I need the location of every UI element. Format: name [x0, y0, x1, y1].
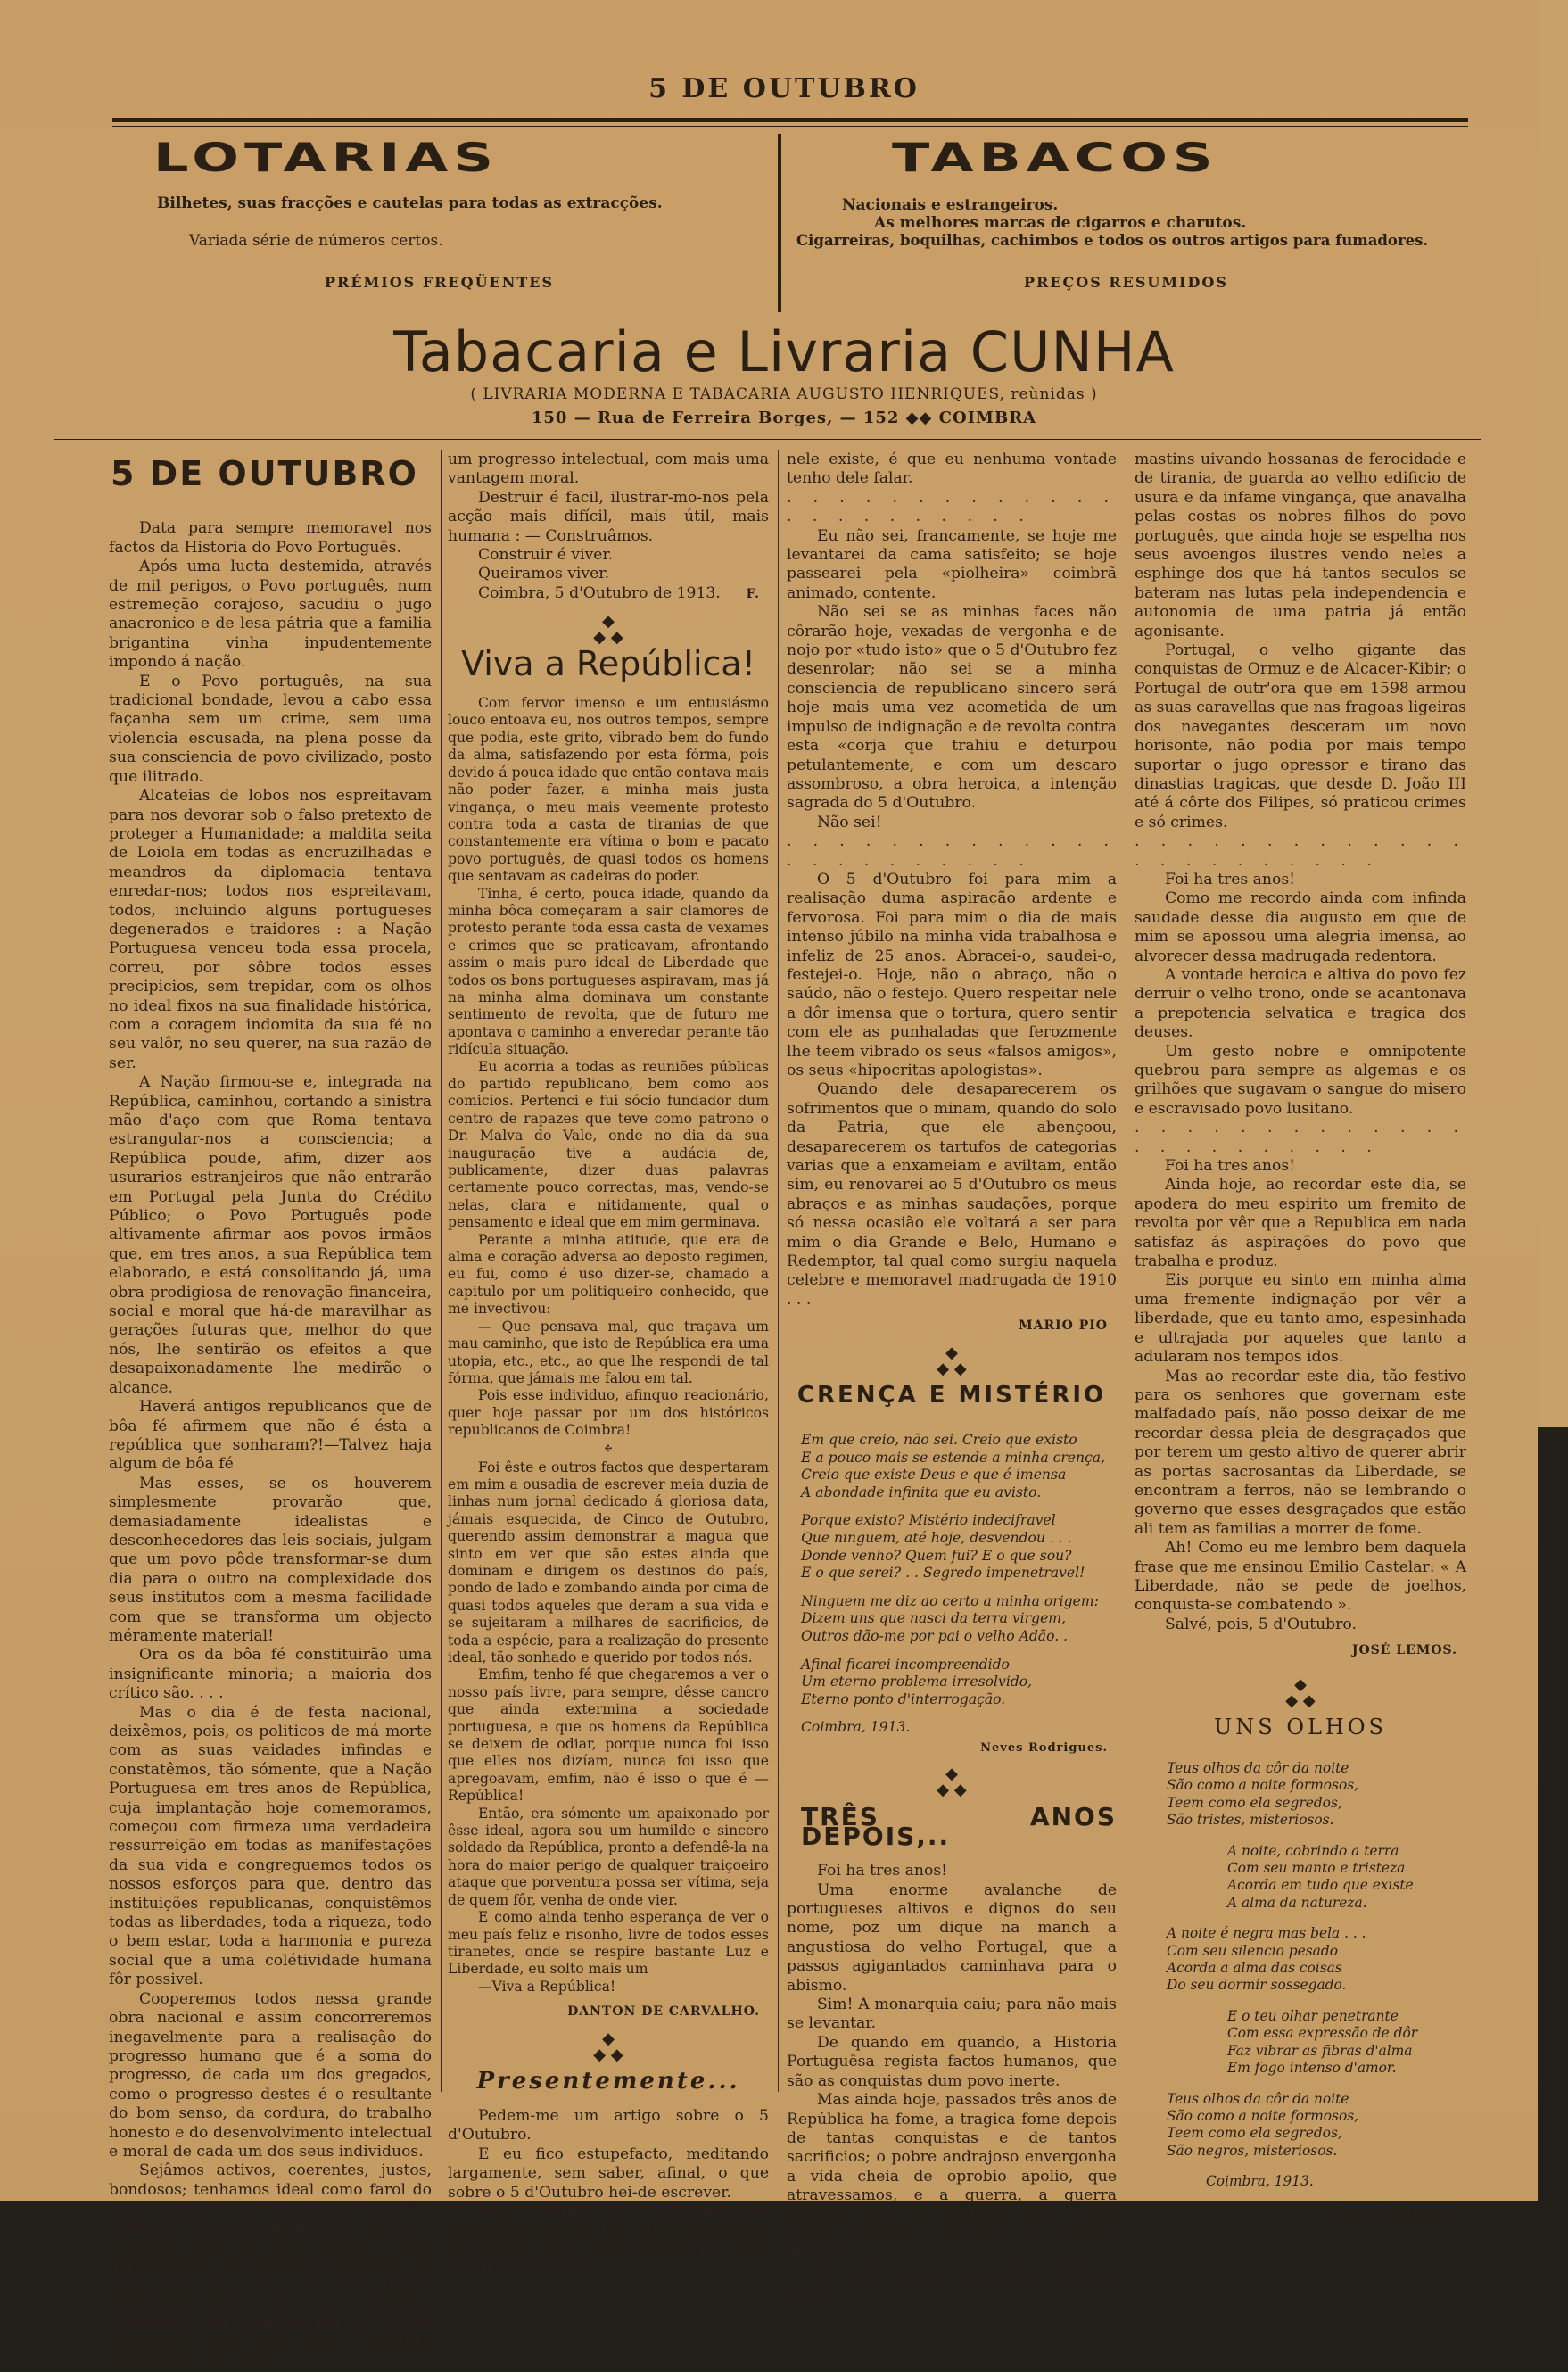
poem-line: Ninguem me diz ao certo a minha origem: — [801, 1592, 1099, 1609]
shop-name: Tabacaria e Livraria CUNHA — [393, 319, 1175, 384]
paragraph: Não sei se as minhas faces não côrarão hoje, vexadas de vergonha e de nojo por «tudo isto» que o 5 d'Outubro fez desenrolar; não sei se a minha consciencia de republicano sincero será hoje mais uma vez acometida de um impulso de indignação e de revolta contra esta «corja que trahiu e deturpou petulantemente, e com um descaro assombroso, a obra heroica, a intenção sagrada do 5 d'Outubro. — [787, 603, 1117, 813]
poem-line: Com seu manto e tristeza — [1227, 1860, 1406, 1877]
poem-line: São como a noite formosos, — [1167, 2107, 1359, 2124]
paragraph: —Viva a República! — [478, 1978, 616, 1995]
paragraph: E o Povo português, na sua tradicional bondade, levou a cabo essa façanha sem um crime, sem uma violencia escusada, na plena posse da sua consciencia de povo civilizado, posto que ilitrado. — [109, 672, 432, 786]
poem-stanza — [801, 1512, 1117, 1582]
paragraph: Após uma lucta destemida, através de mil perigos, o Povo português, num estremeção corajoso, sacudiu o jugo anacronico e de lesa pátria que a familia brigantina vinha inpudentemente impondo á nação. — [109, 558, 432, 672]
poem-dateline: Coimbra, 1913. — [1206, 2173, 1314, 2190]
paragraph: Salvé, pois, 5 d'Outubro. — [1165, 1615, 1357, 1633]
dotted-separator: . . . . . . . . . . . . . . . . . . . . . . . — [1135, 1119, 1466, 1156]
poem-line: Donde venho? Quem fui? E o que sou? — [801, 1547, 1072, 1564]
author-signature: Neves Rodrigues. — [980, 1741, 1108, 1755]
column-4 — [1135, 450, 1466, 2228]
poem-line: E o teu olhar penetrante — [1227, 2007, 1399, 2024]
article-5-de-outubro-body — [109, 519, 432, 2371]
poem-line: Afinal ficarei incompreendido — [801, 1656, 1010, 1673]
paragraph: Um gesto nobre e omnipotente quebrou para sempre as algemas e os grilhões que sugavam o sangue do misero e escravisado povo lusitano. — [1135, 1042, 1466, 1118]
poem-line: A noite, cobrindo a terra — [1227, 1842, 1399, 1859]
poem-line: Faz vibrar as fibras d'alma — [1227, 2042, 1413, 2059]
paragraph: Mas o dia é de festa nacional, deixêmos, pois, os politicos de má morte com as suas vaidades infindas e constatêmos, tão sómente, que a Nação Portuguesa em tres anos de República, cuja implantação hoje comemoramos, começou com firmeza uma verdadeira ressurreição em todas as manifestações da sua vida e congreguemos todos os nossos esforços para que, dentro das instituições republicanas, conquistêmos todas as liberdades, toda a riqueza, todo o bem estar, toda a harmonia e pureza social que a uma colétividade humana fôr possivel. — [109, 1703, 432, 1989]
paragraph: Foi ha tres anos! — [817, 1862, 948, 1880]
paragraph: Portugal, o velho gigante das conquistas de Ormuz e de Alcacer-Kibir; o Portugal de outr'ora que em 1598 armou as suas caravellas que nas fragoas ligeiras dos navegantes desceram um novo horisonte, não podia por mais tempo suportar o jugo opressor e tirano das dinastias tragicas, que desde D. João III até á côrte dos Filipes, só praticou crimes e só crimes. — [1135, 641, 1466, 831]
paragraph: Pois esse individuo, afinquo reacionário, quer hoje passar por um dos históricos republicanos de Coimbra! — [448, 1387, 769, 1439]
paragraph: Quando dele desaparecerem os sofrimentos que o minam, quando do solo da Patria, que ele abençoou, desaparecerem os tartufos de categorias varias que a enxameiam e aviltam, então sim, eu renovarei ao 5 d'Outubro os meus abraços e as minhas saudações, porque só nessa ocasião ele voltará a ser para mim o dia Grande e Belo, Humano e Redemptor, tal qual como surgiu naquela celebre e memoravel madrugada de 1910 . . . — [787, 1080, 1117, 1309]
paragraph: A Nação firmou-se e, integrada na República, caminhou, cortando a sinistra mão d'aço com que Roma tentava estrangular-nos a consciencia; a República poude, afim, dizer aos usurarios estranjeiros que não entrarão em Portugal pela Junta do Crédito Público; o Povo Português pode altivamente afirmar aos povos irmãos que, em tres anos, a sua República tem elaborado, e está consolitando já, uma obra prodigiosa de renovação financeira, social e moral que há-de maravilhar as gerações futuras que, melhor do que nós, lhe sentirão os efeitos a que desapaixonadamente lhe medirão o alcance. — [109, 1073, 432, 1397]
poem-stanza — [1167, 1760, 1466, 1830]
paragraph: Então, era sómente um apaixonado por êsse ideal, agora sou um humilde e sincero soldado da República, pronto a defendê-la na hora do maior perigo de qualquer traiçoeiro ataque que porventura possa ser vítima, seja de quem fôr, venha de onde vier. — [448, 1805, 769, 1908]
paragraph: Não é porque o 5 d'Outubro não tenha nada que se lhe diga, porque tem muitissimo, mas precisamente por esse «muitissimo» que — [448, 2202, 769, 2278]
poem-line: Teus olhos da côr da noite — [1167, 1760, 1349, 1776]
poem-line: Que ninguem, até hoje, desvendou . . . — [801, 1530, 1072, 1547]
paragraph: Tinha, é certo, pouca idade, quando da minha bôca começaram a sair clamores de protesto perante toda essa casta de vexames e crimes que se praticavam, afrontando assim o mais puro ideal de Liberdade que todos os bons portugueses aspiravam, mas já na minha alma dominava um constante sentimento de revolta, que de futuro me apontava o caminho a enveredar perante tão ridícula situação. — [448, 885, 769, 1058]
poem-line: Em fogo intenso d'amor. — [1227, 2060, 1397, 2077]
dotted-separator: . . . . . . . . . . . . . . . . . . . . . . . — [787, 488, 1117, 526]
article-title-uns-olhos: UNS OLHOS — [1214, 1714, 1387, 1740]
paragraph: Queiramos viver. — [478, 565, 610, 583]
paragraph: Sim! A monarquia caiu; para não mais se levantar. — [787, 1996, 1117, 2033]
poem-stanza — [1167, 2173, 1466, 2190]
paragraph: Ah! Como eu me lembro bem daquela frase que me ensinou Emilio Castelar: « A Liberdade, não se pede de joelhos, conquista-se combatendo ». — [1135, 1539, 1466, 1615]
poem-line: Teem como ela segredos, — [1167, 2125, 1342, 2142]
paper-edge — [1538, 0, 1568, 1427]
paragraph: Uma enorme avalanche de portugueses altivos e dignos do seu nome, poz um dique na manch a angustiosa do velho Portugal, que a passos agigantados caminhava para o abismo. — [787, 1880, 1117, 1995]
shop-merger: ( LIVRARIA MODERNA E TABACARIA AUGUSTO HENRIQUES, reùnidas ) — [470, 385, 1098, 403]
poem-stanza — [1167, 2008, 1466, 2078]
column-2 — [448, 450, 769, 2279]
column-rule-1 — [441, 450, 442, 2092]
paragraph: Não sei! — [817, 813, 882, 831]
poem-line: Dizem uns que nasci da terra virgem, — [801, 1610, 1067, 1627]
masthead-rule-thin — [112, 126, 1468, 127]
paragraph: nele existe, é que eu nenhuma vontade tenho dele falar. — [787, 450, 1117, 488]
column-rule-2 — [778, 450, 779, 2092]
poem-line: São como a noite formosos, — [1167, 1777, 1359, 1794]
column-1 — [109, 450, 432, 2372]
poem-crenca — [801, 1432, 1117, 1737]
ad-lotarias-title: LOTARIAS — [153, 134, 499, 181]
poem-line: Eterno ponto d'interrogação. — [801, 1690, 1006, 1707]
dateline: Coimbra, 5 d'Outubro de 1913. — [478, 583, 721, 602]
poem-line: Um eterno problema irresolvido, — [801, 1674, 1033, 1690]
ad-lotarias-slogan: PRÉMIOS FREQÜENTES — [325, 274, 554, 291]
poem-line: E a pouco mais se estende a minha crença, — [801, 1449, 1106, 1466]
masthead-date: 5 DE OUTUBRO — [648, 73, 920, 104]
ornament-icon: ◆ ◆ ◆ — [937, 1765, 967, 1800]
ad-tabacos-line2: As melhores marcas de cigarros e charutos. — [874, 214, 1247, 232]
paragraph: Perante a minha atitude, que era de alma e coração adversa ao deposto regimen, eu fui, como é uso dizer-se, chamado a capitulo por um politiqueiro conhecido, que me invectivou: — [448, 1231, 769, 1318]
ad-tabacos-title: TABACOS — [892, 134, 1218, 181]
poem-stanza — [801, 1657, 1117, 1709]
paragraph: Construir é viver. — [478, 546, 614, 565]
paragraph: De toda a parte nos saltam homens feitos, — [787, 2262, 1117, 2301]
paragraph: Destruir é facil, ilustrar-mo-nos pela acção mais difícil, mais útil, mais humana : — Construâmos. — [448, 488, 769, 545]
poem-line: Com essa expressão de dôr — [1227, 2025, 1418, 2042]
poem-stanza — [1167, 2091, 1466, 2161]
ad-lotarias-line1: Bilhetes, suas fracções e cautelas para todas as extracções. — [157, 194, 663, 212]
ad-separator — [778, 134, 781, 312]
ad-lotarias-line2: Variada série de números certos. — [189, 232, 443, 250]
paragraph: Foi êste e outros factos que despertaram em mim a ousadia de escrever meia duzia de linhas num jornal dedicado á gloriosa data, jámais esquecida, de Cinco de Outubro, querendo assim demonstrar a magua que sinto em ver que são estes ainda que dominam e dirigem os destinos do país, pondo de lado e zombando ainda por cima de quasi todos aqueles que deram a sua vida e se sujeitaram a milhares de sacrificios, de toda a espécie, para a realização do presente ideal, tão sonhado e querido por todos nós. — [448, 1459, 769, 1665]
poem-stanza — [801, 1593, 1117, 1646]
dotted-separator: . . . . . . . . . . . . . . . . . . . . . . . — [1135, 832, 1466, 870]
poem-line: Acorda em tudo que existe — [1227, 1877, 1414, 1894]
poem-stanza — [1167, 1925, 1466, 1995]
paragraph: Data para sempre memoravel nos factos da Historia do Povo Português. — [109, 519, 432, 557]
poem-line: E o que serei? . . Segredo impenetravel! — [801, 1565, 1085, 1582]
article-viva-body — [448, 695, 769, 1996]
article-title-crenca: CRENÇA E MISTÉRIO — [796, 1381, 1107, 1409]
poem-stanza — [801, 1719, 1117, 1737]
paragraph: Pedem-me um artigo sobre o 5 d'Outubro. — [448, 2106, 769, 2145]
poem-line: São negros, misteriosos. — [1167, 2142, 1338, 2159]
paragraph: Eis porque eu sinto em minha alma uma fremente indignação por vêr a liberdade, que eu tanto amo, espesinhada e ultrajada por aqueles que tanto a adularam nos tempos idos. — [1135, 1271, 1466, 1367]
poem-line: Teus olhos da côr da noite — [1167, 2090, 1349, 2107]
poem-line: Com seu silencio pesado — [1167, 1942, 1338, 1959]
poem-line: A noite é negra mas bela . . . — [1167, 1925, 1366, 1942]
poem-line: A abondade infinita que eu avisto. — [801, 1484, 1042, 1500]
divider-icon: ✣ — [604, 1443, 613, 1454]
poem-line: Teem como ela segredos, — [1167, 1794, 1342, 1811]
poem-line: São tristes, misteriosos. — [1167, 1812, 1334, 1829]
paragraph: Emfim, tenho fé que chegaremos a ver o nosso país livre, para sempre, dêsse cancro que ainda extermina a sociedade portuguesa, e que os homens da República se deixem de odiar, porque nunca foi isso que elles nos dizíam, nunca foi isso que apregoavam, emfim, não é isso o que é — República! — [448, 1666, 769, 1805]
paragraph: Eu não sei, francamente, se hoje me levantarei da cama satisfeito; se hoje passearei pela «piolheira» coimbrã animado, contente. — [787, 526, 1117, 602]
paragraph: Sejâmos activos, coerentes, justos, bondosos; tenhamos ideal como farol do nosso querer, mas saibamos vencer a distancia percorrendo passo a passo o caminho que lá nos conduz, sem impaciencias, com firmesa inabalavel, de modo que, em cada ano que fôrmos festejando este dia de redenção, possâmos vêr enriquecida a nossa República com mais uma conquista economica, com mais — [109, 2161, 432, 2371]
paragraph: De quando em quando, a Historia Portuguêsa regista factos humanos, que são as conquistas dum povo inerte. — [787, 2033, 1117, 2090]
ornament-icon: ◆ ◆ ◆ — [593, 2029, 623, 2064]
article-title-tres-anos: TRÊS ANOS DEPOIS,.. — [801, 1802, 1117, 1851]
header-rule — [54, 439, 1481, 440]
shop-address: 150 — Rua de Ferreira Borges, — 152 ◆◆ COIMBRA — [531, 409, 1037, 427]
author-signature: F. — [746, 587, 760, 602]
poem-line: Do seu dormir sossegado. — [1167, 1977, 1347, 1994]
paragraph: Mas ao recordar este dia, tão festivo para os senhores que governam este malfadado país, não posso deixar de me recordar dessa pleia de desgraçados que por terem um gesto altivo de querer abrir as portas sacrosantas da Liberdade, se encontram a ferros, não se lembrando o governo que esses desgraçados que estão ali tem as familias a morrer de fome. — [1135, 1367, 1466, 1538]
paragraph: Alcateias de lobos nos espreitavam para nos devorar sob o falso pretexto de proteger a Humanidade; a maldita seita de Loiola em todas as encruzilhadas e meandros da diplomacia tentava enredar-nos; todos nos espreitavam, todos, incluindo alguns portugueses degenerados e traidores : a Nação Portuguesa venceu toda essa procela, correu, por sôbre todos esses precipicios, sem trepidar, com os olhos no ideal fixos na sua finalidade histórica, com a coragem indomita da sua fé no seu valôr, no seu querer, na sua razão de ser. — [109, 787, 432, 1072]
author-signature: DANTON DE CARVALHO. — [567, 2004, 760, 2020]
paragraph: Foi ha tres anos! — [1165, 1157, 1296, 1176]
paragraph: Eu acorria a todas as reuniões públicas do partido republicano, bem como aos comicios. Pertenci e fui sócio fundador dum centro de rapazes que teve como patrono o Dr. Malva do Vale, onde no dia da sua inauguração tive a audácia de, publicamente, dizer duas palavras certamente pouco correctas, mas, vendo-se nelas, clara e nitidamente, qual o pensamento e ideal que em mim germinava. — [448, 1058, 769, 1231]
paragraph: O 5 d'Outubro foi para mim a realisação duma aspiração ardente e fervorosa. Foi para mim o dia de mais intenso júbilo na minha vida trabalhosa e infeliz de 25 anos. Abracei-o, saudei-o, festejei-o. Hoje, não o abraço, não o saúdo, não o festejo. Quero respeitar nele a dôr imensa que o tortura, quero sentir com ele as punhaladas que ferozmente lhe teem vibrado os seus «falsos amigos», os seus «hipocritas apologistas». — [787, 870, 1117, 1079]
paragraph: Cooperemos todos nessa grande obra nacional e assim concorreremos inegavelmente para a realisação do progresso humano que é a soma do progresso, de cada um dos gregados, como o progresso destes é o resultante do bom senso, da cordura, do trabalho honesto e do desenvolvimento intelectual e moral de cada um dos seus individuos. — [109, 1989, 432, 2161]
paragraph: Foi ha tres anos! — [1165, 870, 1296, 888]
ornament-icon: ◆ ◆ ◆ — [937, 1343, 967, 1378]
article-title-presentemente: Presentemente... — [476, 2067, 740, 2095]
paragraph: — Que pensava mal, que traçava um mau caminho, que isto de República era uma utopia, etc., etc., ao que lhe respondi de tal fórma, que jámais me falou em tal. — [448, 1318, 769, 1386]
poem-line: Porque existo? Mistério indecifravel — [801, 1512, 1056, 1529]
author-signature: JOSÉ LEMOS. — [1351, 1643, 1457, 1658]
article-title-viva: Viva a República! — [461, 643, 755, 683]
paragraph: E como ainda tenho esperança de ver o meu país feliz e risonho, livre de todos esses tiranetes, onde se respire bastante Luz e Liberdade, eu solto mais um — [448, 1909, 769, 1978]
poem-stanza — [1167, 1843, 1466, 1913]
paragraph: Haverá antigos republicanos que de bôa fé afirmem que não é ésta a república que sonharam?!—Talvez haja algum de bôa fé — [109, 1398, 432, 1474]
paragraph: Com fervor imenso e um entusiásmo louco entoava eu, nos outros tempos, sempre que podia, este grito, vibrado bem do fundo da alma, satisfazendo por esta fórma, pois devido á pouca idade que então contava mais não poder fazer, a minha mais justa vingança, o meu mais veemente protesto contra toda a casta de tiranias de que constantemente era vítima o bom e pacato povo português, de quasi todos os homens que sentavam as cadeiras do poder. — [448, 695, 769, 885]
paragraph: um progresso intelectual, com mais uma vantagem moral. — [448, 450, 769, 488]
masthead-rule — [112, 118, 1468, 122]
poem-stanza — [801, 1432, 1117, 1501]
poem-dateline: Coimbra, 1913. — [801, 1719, 911, 1736]
paragraph: A vontade heroica e altiva do povo fez derruir o velho trono, onde se acantonava a prepotencia selvatica e tragica dos deuses. — [1135, 965, 1466, 1042]
poem-uns-olhos — [1167, 1760, 1466, 2191]
poem-line: Outros dão-me por pai o velho Adão. . — [801, 1628, 1069, 1645]
poem-line: Acorda a alma das coisas — [1167, 1960, 1342, 1977]
ad-tabacos-line3: Cigarreiras, boquilhas, cachimbos e todos os outros artigos para fumadores. — [796, 232, 1429, 249]
ornament-icon: ◆ ◆ ◆ — [593, 611, 623, 647]
poem-line: A alma da natureza. — [1227, 1894, 1367, 1911]
paragraph: mastins uivando hossanas de ferocidade e de tirania, de guarda ao velho edificio de usura e da infame vingança, que anavalha pelas costas os nobres filhos do povo português, que ainda hoje se espelha nos seus avoengos ilustres vendo neles a esphinge dos que há tantos seculos se bateram nas lutas pela independencia e autonomia de uma patria já então agonisante. — [1135, 450, 1466, 641]
paragraph: Ora os da bôa fé constituirão uma insignificante minoria; a maioria dos crítico são. . . . — [109, 1646, 432, 1703]
author-signature: Neves Rodrigues. — [1330, 2203, 1457, 2217]
paragraph: Mas esses, se os houverem simplesmente provarão que, demasiadamente idealistas e desconhecedores das leis sociais, julgam que um povo pôde transformar-se dum dia para o outro na complexidade dos seus institutos com a mesma facilidade com que se transforma um objecto méramente material! — [109, 1474, 432, 1645]
poem-line: Creio que existe Deus e que é imensa — [801, 1467, 1067, 1484]
poem-line: Em que creio, não sei. Creio que existo — [801, 1432, 1077, 1449]
ad-tabacos-line1: Nacionais e estrangeiros. — [842, 196, 1059, 214]
article-title-5-de-outubro: 5 DE OUTUBRO — [111, 454, 418, 493]
dotted-separator: . . . . . . . . . . . . . . . . . . . . . . . — [787, 832, 1117, 870]
column-3 — [787, 450, 1117, 2302]
author-signature: MARIO PIO — [1019, 1318, 1108, 1334]
paragraph: Ainda hoje, ao recordar este dia, se apodera do meu espirito um fremito de revolta por vêr que a Republica em nada satisfaz ás aspirações do povo que trabalha e produz. — [1135, 1176, 1466, 1271]
paragraph: E eu fico estupefacto, meditando largamente, sem saber, afinal, o que sobre o 5 d'Outubro hei-de escrever. — [448, 2145, 769, 2202]
ad-tabacos-slogan: PREÇOS RESUMIDOS — [1024, 274, 1228, 291]
ornament-icon: ◆ ◆ ◆ — [1285, 1674, 1316, 1710]
paragraph: Mas ainda hoje, passados três anos de República ha fome, a tragica fome depois de tantas conquistas e de tantos sacrificios; o pobre andrajoso envergonha a vida cheia de oprobio apolio, que atravessamos, e a guerra, a guerra maldita, põe na civilisação dos povos latinos enormes manchas de sangue nodoso. — [787, 2091, 1117, 2262]
paragraph: Como me recordo ainda com infinda saudade desse dia augusto em que de mim se apossou uma alegria imensa, ao alvorecer dessa madrugada redentora. — [1135, 889, 1466, 965]
